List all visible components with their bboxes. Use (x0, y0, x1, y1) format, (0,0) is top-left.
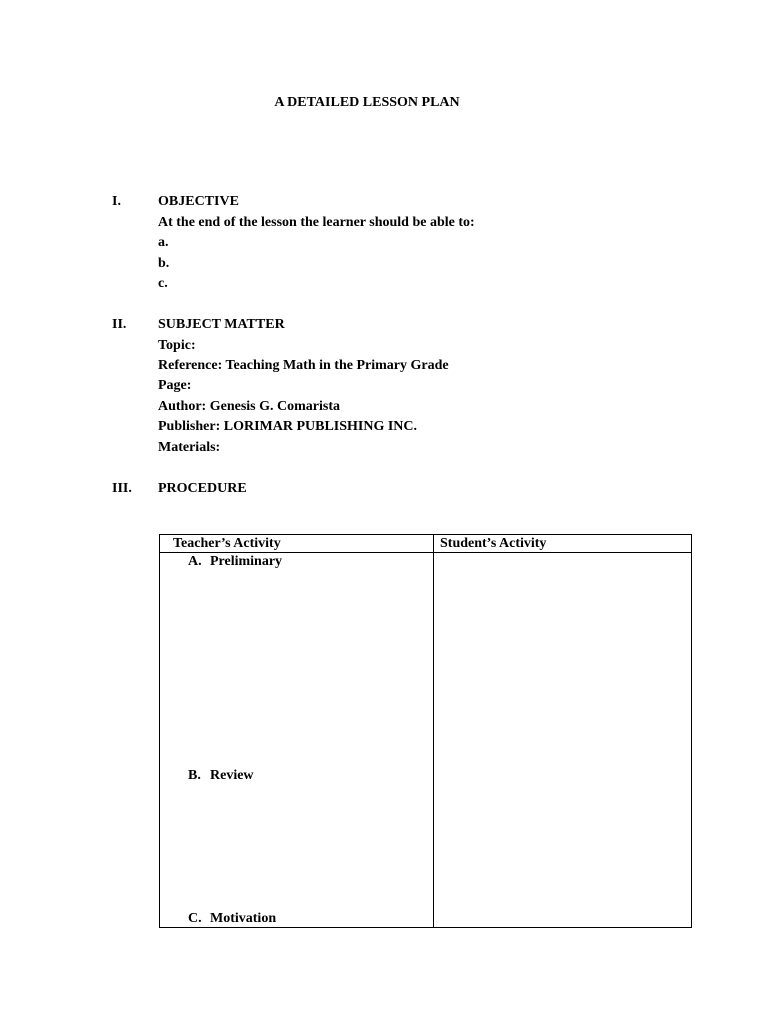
step-letter: B. (188, 768, 201, 783)
step-preliminary (188, 554, 282, 570)
subject-topic: Topic: (158, 338, 196, 353)
section-3-numeral: III. (112, 481, 132, 496)
subject-reference: Reference: Teaching Math in the Primary Grade (158, 358, 449, 373)
objective-item-a: a. (158, 235, 169, 250)
section-2-heading: SUBJECT MATTER (158, 317, 285, 332)
table-header-divider (160, 552, 691, 553)
objective-intro: At the end of the lesson the learner should be able to: (158, 215, 475, 230)
subject-page: Page: (158, 378, 192, 393)
header-students-activity: Student’s Activity (440, 536, 547, 551)
section-1-numeral: I. (112, 194, 121, 209)
step-label: Review (210, 768, 254, 783)
section-3-heading: PROCEDURE (158, 481, 247, 496)
subject-author: Author: Genesis G. Comarista (158, 399, 340, 414)
procedure-table (159, 534, 692, 928)
step-motivation (188, 911, 276, 927)
step-review (188, 768, 254, 784)
table-column-divider (433, 535, 434, 927)
document-title: A DETAILED LESSON PLAN (274, 95, 460, 110)
step-label: Preliminary (210, 554, 283, 569)
subject-publisher: Publisher: LORIMAR PUBLISHING INC. (158, 419, 418, 434)
objective-item-c: c. (158, 276, 168, 291)
step-label: Motivation (210, 911, 277, 926)
objective-item-b: b. (158, 256, 170, 271)
section-1-heading: OBJECTIVE (158, 194, 239, 209)
section-2-numeral: II. (112, 317, 127, 332)
step-letter: C. (188, 911, 202, 926)
header-teachers-activity: Teacher’s Activity (173, 536, 281, 551)
step-letter: A. (188, 554, 202, 569)
subject-materials: Materials: (158, 440, 221, 455)
